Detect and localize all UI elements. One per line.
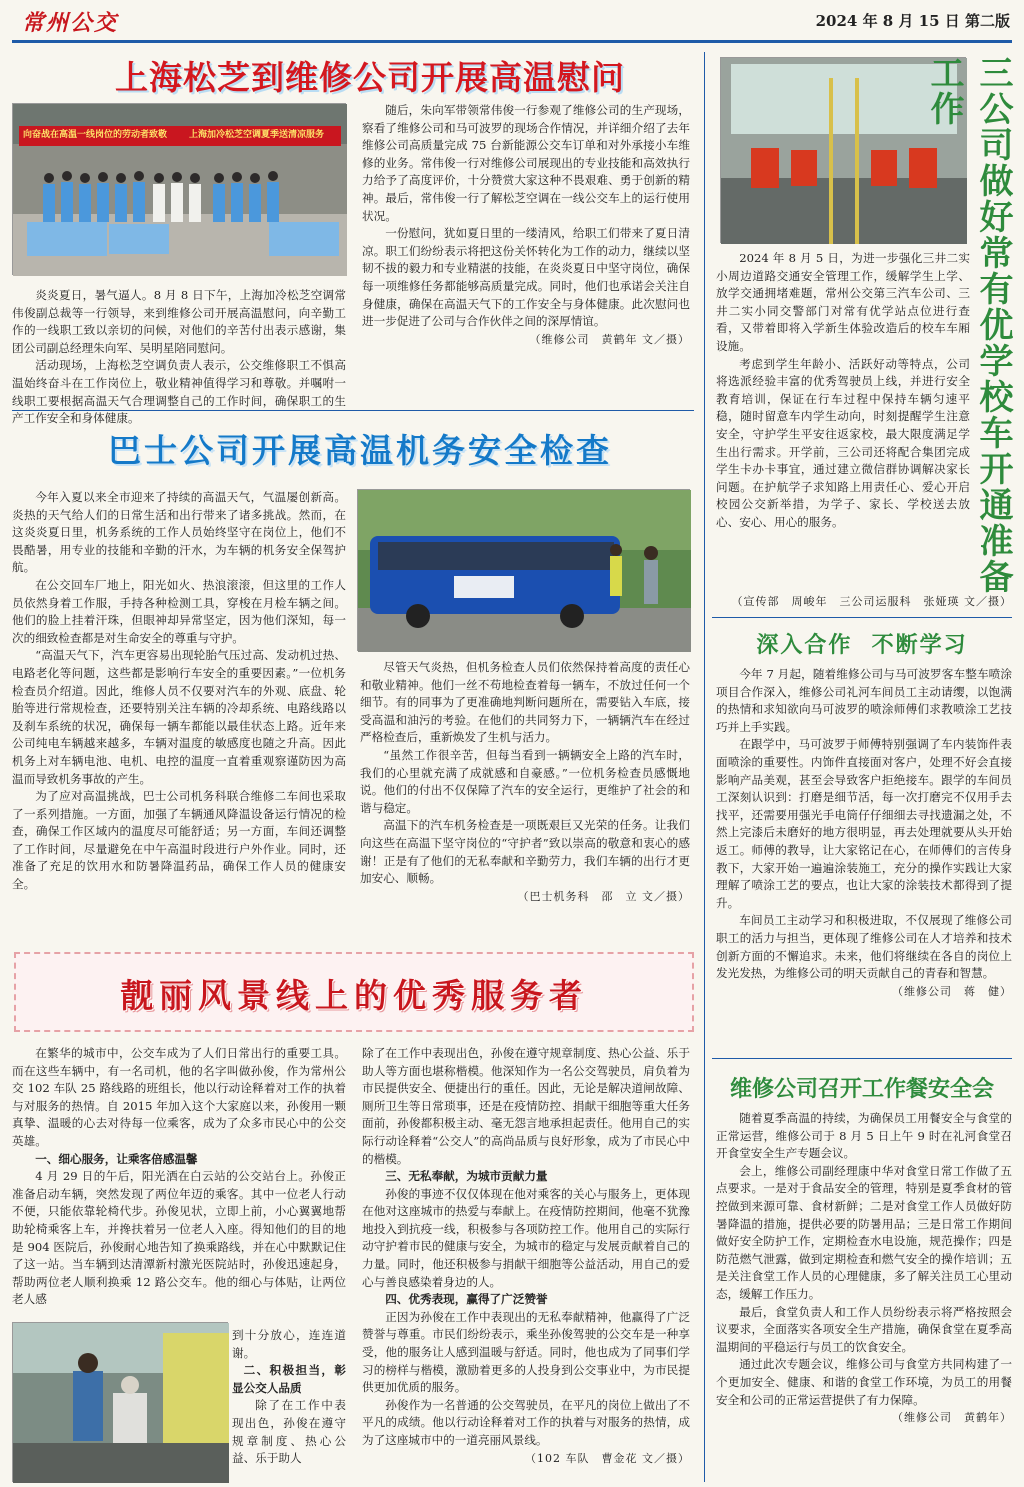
article3-p2: 在公交回车厂地上，阳光如火、热浪滚滚，但这里的工作人员依然身着工作服，手持各种检测工具，穿梭在月检车辆之间。他们的脸上挂着汗珠，但眼神却异常坚定，因为他们深知，每一次的细致检查都是对生命安全的尊重与守护。: [12, 577, 346, 645]
article2-body: [716, 250, 970, 532]
masthead-logo: 常州公交: [22, 10, 119, 36]
article4-body: [716, 666, 1012, 1000]
article1-photo: [12, 103, 346, 275]
article5-p5: 正因为孙俊在工作中表现出的无私奉献精神，他赢得了广泛赞誉与尊重。市民们纷纷表示，乘坐孙俊驾驶的公交车是一种享受，他的服务让人感到温暖与舒适。同时，他也成为了同事们学习的榜样与楷模，激励着更多的人投身到公交事业中，为市民提供更加优质的服务。: [362, 1309, 690, 1395]
article2-byline: （宣传部 周峻年 三公司运服科 张娅瑛 文／摄）: [731, 595, 1012, 608]
article3-byline: （巴士机务科 邵 立 文／摄）: [517, 889, 690, 903]
article3-p1: 今年入夏以来全市迎来了持续的高温天气，气温屡创新高。炎热的天气给人们的日常生活和出行带来了诸多挑战。然而，在这炎炎夏日里，机务系统的工作人员始终坚守在岗位上，他们不畏酷暑，用专业的技能和辛勤的汗水，为车辆的机务安全保驾护航。: [12, 490, 346, 575]
article3-p7: 高温下的汽车机务检查是一项既艰巨又光荣的任务。让我们向这些在高温下坚守岗位的“守护者”致以崇高的敬意和衷心的感谢！正是有了他们的无私奉献和辛勤劳力，我们车辆的出行才更加安心、顺畅。: [360, 818, 690, 886]
article1-byline: （维修公司 黄鹤年 文／摄）: [529, 332, 690, 346]
article5-p6: 孙俊作为一名普通的公交驾驶员，在平凡的岗位上做出了不平凡的成绩。他以行动诠释着对工作的执着与对服务的热情，成为了这座城市中的一道亮丽风景线。: [362, 1397, 690, 1447]
article3-p6: “虽然工作很辛苦，但每当看到一辆辆安全上路的汽车时，我们的心里就充满了成就感和自豪感。”一位机务检查员感慨地说。他们的付出不仅保障了汽车的安全运行，更维护了社会的和谐与稳定。: [360, 747, 690, 815]
article6-p4: 通过此次专题会议，维修公司与食堂方共同构建了一个更加安全、健康、和谐的食堂工作环境，为员工的用餐安全和公司的正常运营提供了有力保障。: [716, 1357, 1012, 1407]
article3-col1: [12, 489, 346, 894]
article2-title: 三公司做好常有优学校车开通准备工作: [924, 55, 1013, 595]
article1-p3: 随后，朱向军带领常伟俊一行参观了维修公司的生产现场，察看了维修公司和马可波罗的现场合作情况，并详细介绍了去年维修公司高质量完成 75 台新能源公交车订单和对外承接小车维修的业务。常伟俊一行对维修公司展现出的专业技能和高效执行力给予了高度评价，十分赞赏大家这种不畏艰难、勇于创新的精神。最后，常伟俊一行了解松芝空调在一线公交车上的运行使用状况。: [362, 103, 690, 223]
article5-col2: [362, 1045, 690, 1467]
article1-p4: 一份慰问，犹如夏日里的一缕清风，给职工们带来了夏日清凉。职工们纷纷表示将把这份关怀转化为工作的动力，继续以坚韧不拔的毅力和专业精湛的技能，在炎炎夏日中坚守岗位，确保每一项维修任务都能够高质量完成。同时，他们也承诺会关注自身健康，确保在高温天气下的工作安全与身体健康。此次慰问也进一步促进了公司与合作伙伴之间的深厚情谊。: [362, 226, 690, 329]
article6-p2: 会上，维修公司副经理康中华对食堂日常工作做了五点要求。一是对于食品安全的管理，特别是夏季食材的管控做到来源可靠、食材新鲜；二是对食堂工作人员做好防暑降温的措施，提供必要的防暑用品；三是日常工作期间做好安全防护工作，定期检查水电设施，规范操作；四是防范燃气泄露，做到定期检查和燃气安全的操作培训；五是关注食堂工作人员的心理健康，多了解关注员工心里动态，缓解工作压力。: [716, 1163, 1012, 1301]
article3-p5: 尽管天气炎热，但机务检查人员们依然保持着高度的责任心和敬业精神。他们一丝不苟地检查着每一辆车，不放过任何一个细节。有的同事为了更准确地判断问题所在，需要钻入车底，接受高温和油污的考验。在他们的共同努力下，一辆辆汽车在经过严格检查后，重新焕发了生机与活力。: [360, 660, 690, 745]
banner-left: 向奋战在高温一线岗位的劳动者致敬: [23, 130, 168, 140]
article4-title: 深入合作 不断学习: [756, 633, 968, 658]
article6-body: [716, 1110, 1012, 1427]
article3-title: 巴士公司开展高温机务安全检查: [108, 431, 612, 470]
article1-col1: [12, 287, 346, 426]
divider: [12, 410, 694, 411]
article5-col1: [12, 1045, 346, 1309]
article3-p3: “高温天气下，汽车更容易出现轮胎气压过高、发动机过热、电路老化等问题，这些都是影响行车安全的重要因素。”一位机务检查员介绍道。因此，维修人员不仅要对汽车的外观、底盘、轮胎等进行常规检查，还要特别关注车辆的冷却系统、电路线路以及刹车系统的状况，确保每一辆车都能以最佳状态上路。近年来公司纯电车辆越来越多，车辆对温度的敏感度也随之升高。因此机务上对车辆电池、电机、电控的温度一直着重观察谨防因为高温而导致机务事故的产生。: [12, 648, 346, 786]
article5-col1b: [232, 1327, 346, 1468]
article1-col2: [362, 102, 690, 348]
article1-p2: 活动现场，上海松芝空调负责人表示，公交维修职工不惧高温始终奋斗在工作岗位上，敬业精神值得学习和尊敬。并嘱咐一线职工要根据高温天气合理调整自己的工作时间，确保职工的生产工作安全和身体健康。: [12, 358, 346, 426]
article5-p3: 除了在工作中表现出色，孙俊在遵守规章制度、热心公益、乐于助人等方面也堪称楷模。他深知作为一名公交驾驶员，肩负着为市民提供安全、便捷出行的重任。因此，无论是解决道闸故障、厕所卫生等日常琐事，还是在疫情防控、捐献干细胞等重大任务面前，孙俊都积极主动、毫无怨言地承担起责任。他用自己的实际行动诠释着“公交人”的高尚品质与良好形象，成为了市民心中的楷模。: [362, 1046, 690, 1166]
article5-h4: 四、优秀表现，赢得了广泛赞誉: [385, 1292, 548, 1307]
bus-inspection-photo: [358, 490, 691, 652]
article5-h2: 二、积极担当，彰显公交人品质: [232, 1363, 346, 1395]
article6-title: 维修公司召开工作餐安全会: [729, 1077, 994, 1102]
article4-p3: 车间员工主动学习和积极进取，不仅展现了维修公司职工的活力与担当，更体现了维修公司在人才培养和技术创新方面的不懈追求。未来，他们将继续在各自的岗位上发光发热，为维修公司的明天贡献自己的青春和智慧。: [716, 913, 1012, 981]
article3-photo: [357, 489, 690, 651]
article5-p4: 孙俊的事迹不仅仅体现在他对乘客的关心与服务上，更体现在他对这座城市的热爱与奉献上。在疫情防控期间，他毫不犹豫地投入到抗疫一线，积极参与各项防控工作。他用自己的实际行动守护着市民的健康与安全，为城市的稳定与发展贡献着自己的力量。同时，他还积极参与捐献干细胞等公益活动，用自己的爱心与善良感染着身边的人。: [362, 1186, 690, 1289]
article2-p1: 2024 年 8 月 5 日，为进一步强化三井二实小周边道路交通安全管理工作，缓解学生上学、放学交通拥堵难题，常州公交第三汽车公司、三井二实小同交警部门对常有优学站点位进行查看，又带着即将入学新生体验改造后的校车车厢设施。: [716, 251, 970, 353]
article5-byline: （102 车队 曹金花 文／摄）: [525, 1451, 690, 1465]
article5-h3: 三、无私奉献，为城市贡献力量: [385, 1169, 548, 1183]
divider: [712, 617, 1012, 618]
article1-title: 上海松芝到维修公司开展高温慰问: [115, 58, 625, 97]
article6-byline: （维修公司 黄鹤年）: [892, 1411, 1012, 1425]
column-divider: [704, 52, 705, 1482]
article5-p2: 4 月 29 日的午后，阳光洒在白云站的公交站台上。孙俊正准备启动车辆，突然发现了两位年迈的乘客。其中一位老人行动不便，只能依靠轮椅代步。孙俊见状，立即上前，小心翼翼地帮助轮椅乘客上车，并搀扶着另一位老人入座。得知他们的目的地是 904 医院后，孙俊耐心地告知了换乘路线，并在心中默默记住了这一站。当车辆到达清潭新村激光医院站时，孙俊迅速起身，帮助两位老人顺利换乘 12 路公交车。他的细心与体贴，让两位老人感: [12, 1169, 346, 1307]
article1-p1: 炎炎夏日，暑气逼人。8 月 8 日下午，上海加冷松芝空调常伟俊副总裁等一行领导，来到维修公司开展高温慰问，向辛勤工作的一线职工致以亲切的问候，对他们的辛苦付出表示感谢，集团公司副总经理朱向军、吴明星陪同慰问。: [12, 288, 346, 355]
banner-right: 上海加冷松芝空调夏季送清凉服务: [189, 130, 325, 140]
article4-p2: 在跟学中，马可波罗于师傅特别强调了车内装饰件表面喷涂的重要性。内饰件直接面对客户，处理不好会直接影响产品美观，甚至会导致客户拒绝接车。跟学的车间员工深刻认识到：打磨是细节活，每一次打磨完不仅用手去找平，还需要用强光手电筒仔仔细细去寻找遗漏之处，不然上完漆后未磨好的地方很明显，再去处理就要从头开始返工。师傅的教导，让大家铭记在心，在师傅们的言传身教下，大家开始一遍遍涂装施工，充分的操作实践让大家理解了喷涂工艺的要点，也让大家的涂装技术都得到了提升。: [716, 737, 1012, 910]
article5-title: 靓丽风景线上的优秀服务者: [120, 976, 588, 1015]
article5-photo: [12, 1322, 228, 1482]
article2-p2: 考虑到学生年龄小、活跃好动等特点，公司将选派经验丰富的优秀驾驶员上线，并进行安全教育培训，保证在行车过程中保持车辆匀速平稳，随时留意车内学生动向，时刻提醒学生注意安全，守护学生平安往返家校，最大限度满足学生出行需求。开学前，三公司还将配合集团完成学生卡办卡事宜，通过建立微信群协调解决家长问题。在护航学子求知路上用责任心、爱心开启校园公交新举措，为学子、家长、学校送去放心、安心、用心的服务。: [716, 356, 970, 529]
article5-h1: 一、细心服务，让乘客倍感温馨: [35, 1151, 198, 1166]
article4-p1: 今年 7 月起，随着维修公司与马可波罗客车整车喷涂项目合作深入，维修公司礼河车间员工主动请缨，以饱满的热情和求知欲向马可波罗的喷涂师傅们求教喷涂工艺技巧并上手实践。: [716, 667, 1012, 734]
masthead-rule: [12, 40, 1012, 43]
article6-p3: 最后，食堂负责人和工作人员纷纷表示将严格按照会议要求，全面落实各项安全生产措施，确保食堂在夏季高温期间的平稳运行与员工的饮食安全。: [716, 1304, 1012, 1354]
article3-col2: [360, 659, 690, 905]
bus-driver-helping-photo: [13, 1323, 229, 1483]
article3-p4: 为了应对高温挑战，巴士公司机务科联合维修二车间也采取了一系列措施。一方面，加强了车辆通风降温设备运行情况的检查，确保工作区域内的温度尽可能舒适；另一方面，车间还调整了工作时间，尽量避免在中午高温时段进行户外作业。同时，还准备了充足的饮用水和防暑降温药品，确保工作人员的健康安全。: [12, 789, 346, 892]
article5-p2b: 到十分放心，连连道谢。: [232, 1328, 346, 1360]
divider: [712, 1058, 1012, 1059]
article4-byline: （维修公司 蒋 健）: [892, 984, 1012, 998]
date-edition: 2024 年 8 月 15 日 第二版: [815, 12, 1010, 30]
article5-p1: 在繁华的城市中，公交车成为了人们日常出行的重要工具。而在这些车辆中，有一名司机，他的名字叫做孙俊，作为常州公交 102 车队 25 路线路的班组长，他以行动诠释着对工作的执着与对服务的热情。自 2015 年加入这个大家庭以来，孙俊用一颗真挚、温暖的心去对待每一位乘客，成为了众多市民心中的公交英雄。: [12, 1046, 346, 1148]
article5-p3-start: 除了在工作中表现出色，孙俊在遵守规章制度、热心公益、乐于助人: [232, 1398, 346, 1466]
article6-p1: 随着夏季高温的持续，为确保员工用餐安全与食堂的正常运营，维修公司于 8 月 5 日上午 9 时在礼河食堂召开食堂安全生产专题会议。: [716, 1111, 1012, 1161]
